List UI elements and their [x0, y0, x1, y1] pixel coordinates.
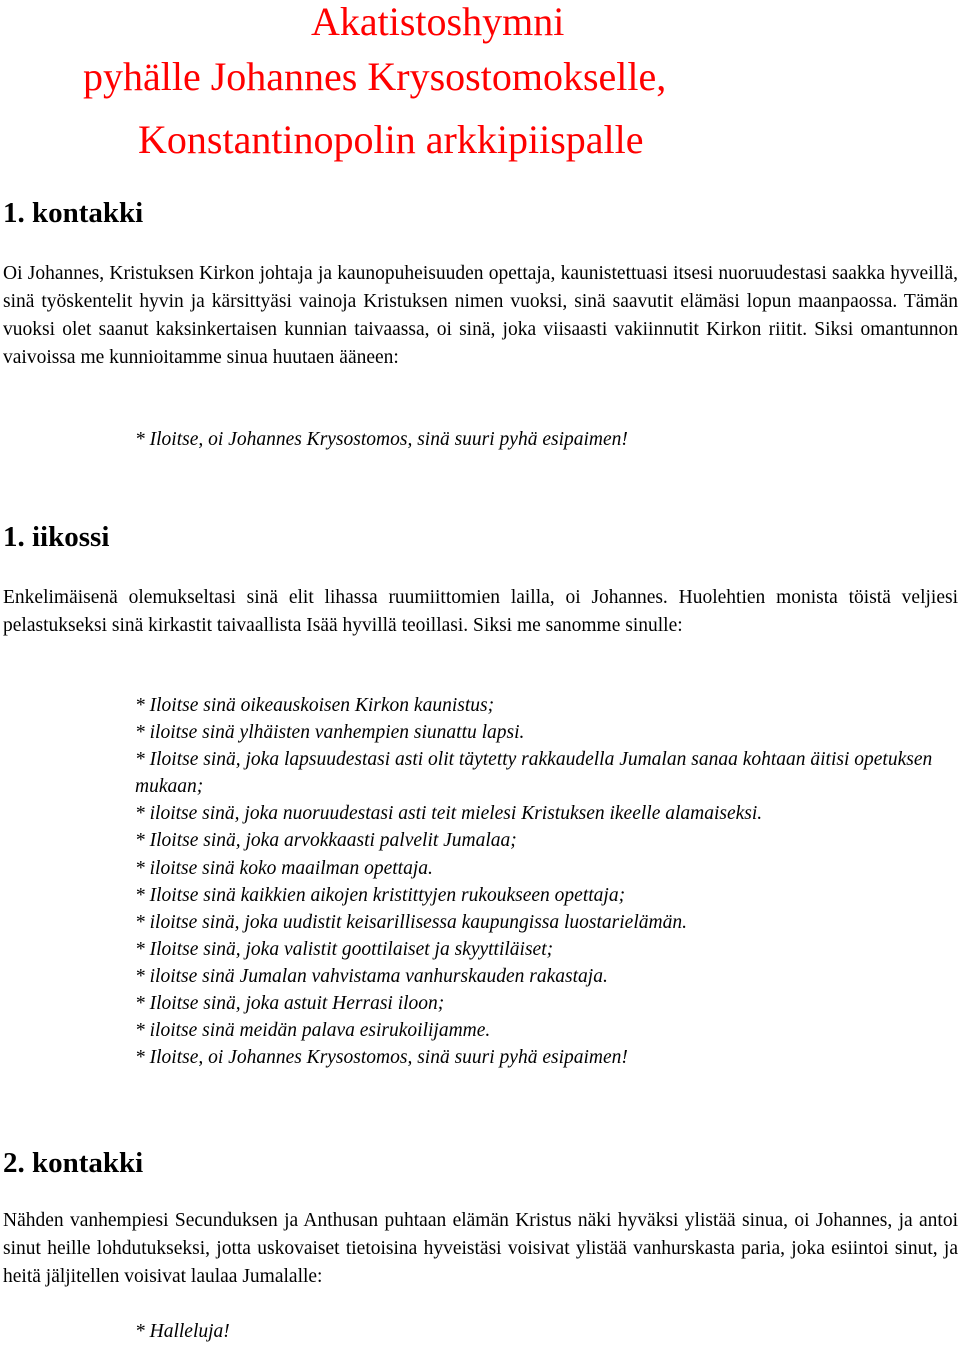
title-line-3: Konstantinopolin arkkipiispalle [138, 117, 644, 162]
invocation-line: * Iloitse sinä, joka lapsuudestasi asti olit täytetty rakkaudella Jumalan sanaa kohtaan äitisi opetuksen mukaan; [135, 749, 933, 798]
invocation-line: * Iloitse, oi Johannes Krysostomos, sinä suuri pyhä esipaimen! [135, 1047, 628, 1069]
kontakki-2-body: Nähden vanhempiesi Secunduksen ja Anthusan puhtaan elämän Kristus näki hyväksi ylistää sinua, oi Johannes, ja antoi sinut heille lohdutukseksi, jotta uskovaiset tietoisina hyveistäsi voisivat ylistää vanhurskasta paria, joka esiintoi sinut, ja heitä jäljitellen voisivat laulaa Jumalalle: [3, 1210, 958, 1287]
kontakki-1-heading: 1. kontakki [3, 197, 144, 229]
invocation-line: * iloitse sinä meidän palava esirukoilijamme. [135, 1020, 491, 1042]
invocation-line: * iloitse sinä Jumalan vahvistama vanhurskauden rakastaja. [135, 965, 608, 987]
kontakki-1-body: Oi Johannes, Kristuksen Kirkon johtaja ja kaunopuheisuuden opettaja, kaunistettuasi itsesi nuoruudestasi saakka hyveillä, sinä työskentelit hyvin ja kärsittyäsi vainoja Kristuksen nimen vuoksi, sinä saavutit elämäsi lopun maanpaossa. Tämän vuoksi olet saanut kaksinkertaisen kunnian taivaassa, oi sinä, joka viisaasti vakiinnutit Kirkon riitit. Siksi omantunnon vaivoissa me kunnioitamme sinua huutaen ääneen: [3, 263, 958, 368]
invocation-line: * iloitse sinä koko maailman opettaja. [135, 857, 433, 879]
iikossi-1-invocations [135, 692, 960, 1071]
iikossi-1-body: Enkelimäisenä olemukseltasi sinä elit lihassa ruumiittomien lailla, oi Johannes. Huolehtien monista töistä veljiesi pelastukseksi sinä kirkastit taivaallista Isää hyvillä teoillasi. Siksi me sanomme sinulle: [3, 587, 958, 636]
kontakki-1-refrain: * Iloitse, oi Johannes Krysostomos, sinä suuri pyhä esipaimen! [135, 429, 628, 450]
invocation-line: * Iloitse sinä oikeauskoisen Kirkon kaunistus; [135, 695, 495, 716]
invocation-line: * Iloitse sinä, joka arvokkaasti palvelit Jumalaa; [135, 830, 517, 852]
title-line-1: Akatistoshymni [311, 0, 565, 44]
kontakki-2-heading: 2. kontakki [3, 1147, 144, 1179]
invocation-line: * iloitse sinä ylhäisten vanhempien siunattu lapsi. [135, 722, 525, 744]
invocation-line: * iloitse sinä, joka uudistit keisarillisessa kaupungissa luostarielämän. [135, 911, 687, 933]
iikossi-1-heading: 1. iikossi [3, 521, 110, 553]
invocation-line: * Iloitse sinä kaikkien aikojen kristittyjen rukoukseen opettaja; [135, 884, 626, 906]
kontakki-2-refrain: * Halleluja! [135, 1321, 230, 1342]
invocation-line: * Iloitse sinä, joka astuit Herrasi iloon; [135, 993, 445, 1015]
invocation-line: * iloitse sinä, joka nuoruudestasi asti teit mielesi Kristuksen ikeelle alamaiseksi. [135, 803, 763, 825]
invocation-line: * Iloitse sinä, joka valistit goottilaiset ja skyyttiläiset; [135, 938, 554, 960]
title-line-2: pyhälle Johannes Krysostomokselle, [83, 54, 667, 99]
